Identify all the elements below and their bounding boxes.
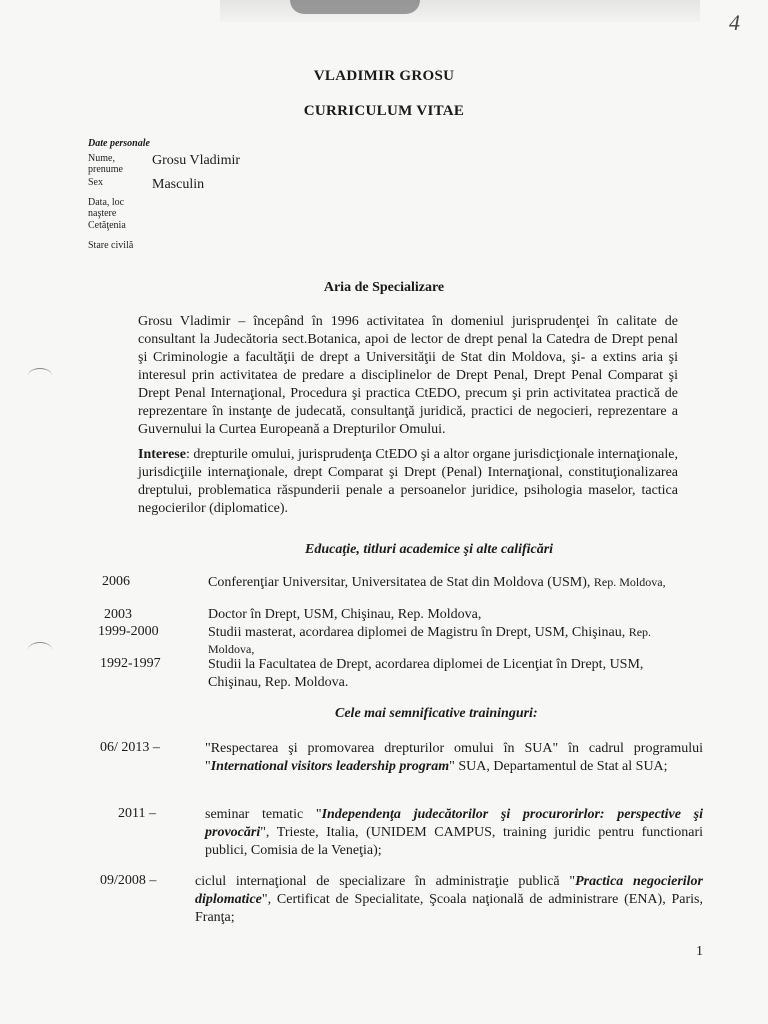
document-title: CURRICULUM VITAE (303, 103, 465, 119)
education-title: Educaţie, titluri academice şi alte calificări (305, 542, 554, 557)
specialization-title: Aria de Specializare (323, 280, 445, 295)
margin-mark (28, 642, 52, 657)
field-label-sex: Sex (88, 177, 103, 188)
training-entry: seminar tematic "Independenţa judecătorilor şi procurorirlor: perspective şi provocări", Trieste, Italia, (UNIDEM CAMPUS, training juridic pentru functionari publici, Comisia de la Veneţia); (205, 807, 703, 858)
personal-section-label: Date personale (88, 138, 150, 149)
education-entry: Studii masterat, acordarea diplomei de Magistru în Drept, USM, Chişinau, Rep. Moldova, (208, 625, 652, 656)
education-year: 2006 (102, 574, 130, 589)
interests-label: Interese (138, 447, 186, 462)
education-year: 2003 (104, 607, 132, 622)
person-name: VLADIMIR GROSU (313, 68, 455, 84)
education-entry: Conferenţiar Universitar, Universitatea de Stat din Moldova (USM), Rep. Moldova, (208, 575, 666, 590)
interests-text: : drepturile omului, jurisprudenţa CtEDO şi a altor organe jurisdicţionale internaţionale, jurisdicţiile internaţionale, drept Comparat şi Drept (Penal) Internaţional, constituţionalizarea dreptului, problematica răspunderii penale a persoanelor juridice, psihologia maselor, tactica negocierilor (diplomatice). (138, 447, 678, 516)
training-entry: ciclul internaţional de specializare în administraţie publică "Practica negocierilor diplomatice", Certificat de Specialitate, Şcoala naţională de administrare (ENA), Paris, Franţa; (195, 874, 703, 925)
specialization-paragraph: Grosu Vladimir – începând în 1996 activitatea în domeniul jurisprudenţei în calitate de consultant la Judecătoria sect.Botanica, apoi de lector de drept penal la Catedra de Drept penal şi Criminologie a facultăţii de drept a Universităţii de Stat din Moldova, şi- a extins aria şi interesul prin activitatea de predare a disciplinelor de Drept Penal, Drept Penal Comparat şi Drept Penal Internaţional, Procedura şi practica CtEDO, precum şi prin activitatea practică de reprezentare în instanţe de judecată, consultanţă juridică, practici de negocieri, reprezentare a Guvernului la Curtea Europeană a Drepturilor Omului. (138, 314, 678, 437)
training-date: 06/ 2013 – (100, 740, 160, 755)
training-date: 2011 – (118, 806, 156, 821)
field-label-civil-status: Stare civilă (88, 240, 134, 251)
training-date: 09/2008 – (100, 873, 157, 888)
education-entry: Doctor în Drept, USM, Chişinau, Rep. Moldova, (208, 607, 482, 622)
field-label-birth: Data, loc naştere (88, 197, 125, 219)
field-label-name: Nume, prenume (88, 153, 123, 175)
handwritten-page-mark: 4 (729, 10, 740, 35)
education-entry: Studii la Facultatea de Drept, acordarea diplomei de Licenţiat în Drept, USM, Chişinau, Rep. Moldova. (208, 657, 644, 690)
education-year: 1992-1997 (100, 656, 161, 671)
education-year: 1999-2000 (98, 624, 159, 639)
field-value-sex: Masculin (152, 177, 205, 192)
scan-artifact-smudge (290, 0, 420, 14)
training-entry: "Respectarea şi promovarea drepturilor omului în SUA" în cadrul programului "International visitors leadership program" SUA, Departamentul de Stat al SUA; (205, 741, 703, 774)
field-label-citizenship: Cetăţenia (88, 220, 126, 231)
margin-mark (28, 368, 52, 383)
field-value-name: Grosu Vladimir (152, 153, 241, 168)
page-number: 1 (696, 944, 703, 959)
interests-paragraph (138, 446, 678, 518)
trainings-title: Cele mai semnificative traininguri: (335, 706, 538, 721)
